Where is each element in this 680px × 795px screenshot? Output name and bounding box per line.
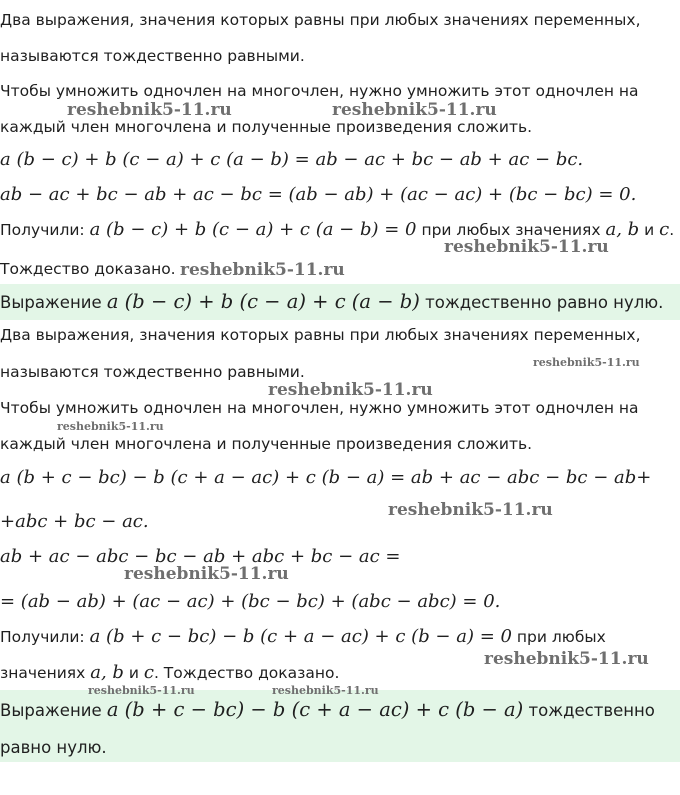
equation-1-line-1: a (b + c − bc) − b (c + a − ac) + c (b − a) = ab + ac − abc − bc − ab+ [0, 467, 652, 488]
watermark: reshebnik5-11.ru [88, 684, 195, 697]
watermark: reshebnik5-11.ru [484, 649, 649, 669]
conclusion-label: Получили: [0, 628, 90, 646]
definition-line-2: называются тождественно равными. [0, 363, 305, 381]
values-word: значениях [0, 664, 91, 682]
and-word: и [639, 221, 660, 239]
watermark: reshebnik5-11.ru [272, 684, 379, 697]
proved-statement: . Тождество доказано. [153, 664, 340, 682]
rule-line-1: Чтобы умножить одночлен на многочлен, нужно умножить этот одночлен на [0, 399, 639, 417]
watermark: reshebnik5-11.ru [388, 500, 553, 520]
rule-line-1: Чтобы умножить одночлен на многочлен, нужно умножить этот одночлен на [0, 82, 639, 100]
variable-c: c [143, 662, 154, 683]
equation-2-line-2: = (ab − ab) + (ac − ac) + (bc − bc) + (abc − abc) = 0. [0, 591, 501, 612]
rule-line-2: каждый член многочлена и полученные произведения сложить. [0, 118, 533, 136]
answer-expression: a (b − c) + b (c − a) + c (a − b) [106, 290, 420, 313]
answer-tail: тождественно равно нулю. [419, 293, 664, 312]
conclusion-line-2 [0, 662, 339, 684]
conclusion-label: Получили: [0, 221, 90, 239]
variable-a: a [90, 662, 101, 683]
watermark: reshebnik5-11.ru [124, 564, 289, 584]
watermark: reshebnik5-11.ru [268, 380, 433, 400]
period: . [669, 221, 675, 239]
watermark: reshebnik5-11.ru [180, 260, 345, 280]
conclusion-expression: a (b − c) + b (c − a) + c (a − b) = 0 [89, 219, 417, 240]
answer-tail: тождественно [523, 701, 655, 720]
answer-label: Выражение [0, 701, 107, 720]
equation-1-line-2: +abc + bc − ac. [0, 511, 149, 532]
conclusion-line [0, 626, 606, 648]
conclusion-tail: при любых [511, 628, 606, 646]
equation-2-line-1: ab + ac − abc − bc − ab + abc + bc − ac = [0, 546, 401, 567]
proved-statement: Тождество доказано. [0, 260, 176, 278]
variable-b: b [112, 662, 124, 683]
comma: , [100, 662, 113, 683]
definition-line-1: Два выражения, значения которых равны при любых значениях переменных, [0, 326, 641, 344]
variable-c: c [659, 219, 670, 240]
answer-line-2: равно нулю. [0, 738, 107, 757]
and-word: и [123, 664, 144, 682]
watermark: reshebnik5-11.ru [533, 356, 640, 369]
answer-label: Выражение [0, 293, 107, 312]
variable-a: a [605, 219, 617, 240]
answer-line [0, 698, 655, 723]
definition-line-2: называются тождественно равными. [0, 47, 305, 65]
watermark: reshebnik5-11.ru [67, 100, 232, 120]
equation-2: ab − ac + bc − ab + ac − bc = (ab − ab) + (ac − ac) + (bc − bc) = 0. [0, 184, 637, 205]
definition-line-1: Два выражения, значения которых равны при любых значениях переменных, [0, 11, 641, 29]
watermark: reshebnik5-11.ru [444, 237, 609, 257]
watermark: reshebnik5-11.ru [332, 100, 497, 120]
answer-line [0, 290, 663, 315]
equation-1: a (b − c) + b (c − a) + c (a − b) = ab − ac + bc − ab + ac − bc. [0, 149, 584, 170]
conclusion-expression: a (b + c − bc) − b (c + a − ac) + c (b − a) = 0 [89, 626, 512, 647]
variable-b: b [627, 219, 640, 240]
answer-expression: a (b + c − bc) − b (c + a − ac) + c (b − a) [106, 698, 524, 721]
conclusion-tail: при любых значениях [416, 221, 606, 239]
comma: , [616, 219, 628, 240]
rule-line-2: каждый член многочлена и полученные произведения сложить. [0, 435, 533, 453]
watermark: reshebnik5-11.ru [57, 420, 164, 433]
